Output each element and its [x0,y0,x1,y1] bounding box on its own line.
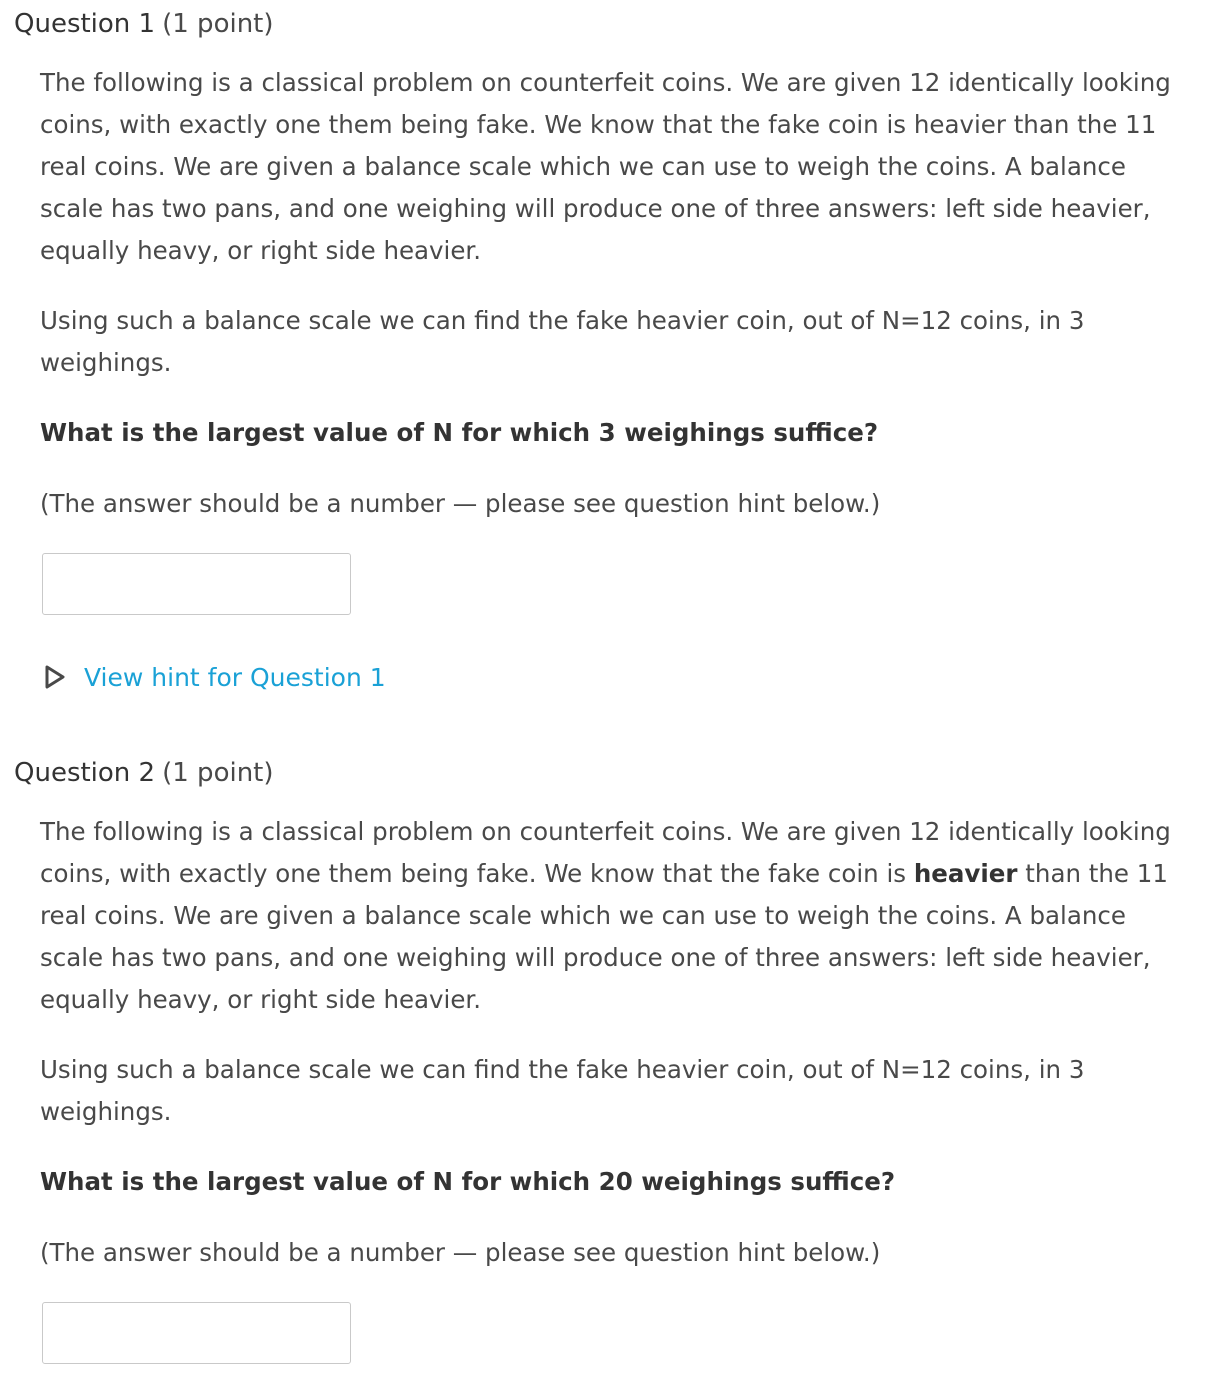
question-2-heading [14,755,274,791]
question-1-title: Question 1 [14,9,156,39]
question-2-points: (1 point) [162,758,274,788]
question-2-intro [40,811,1180,1021]
question-2-intro-bold: heavier [913,859,1018,888]
question-1-using: Using such a balance scale we can find the fake heavier coin, out of N=12 coins, in 3 weighings. [40,306,1085,377]
question-2-intro-text-a: The following is a classical problem on counterfeit coins. We are given 12 identically looking coins, with exactly one them being fake. We know that the fake coin is [40,817,1171,888]
question-1-points: (1 point) [162,9,274,39]
question-1-answer-input[interactable] [42,553,351,615]
question-1-intro-text-a: The following is a classical problem on counterfeit coins. We are given 12 identically looking coins, with exactly one them being fake. We know that the fake coin is [40,68,1171,139]
question-1-note: (The answer should be a number — please see question hint below.) [40,489,881,518]
question-1-intro [40,62,1180,272]
question-1-prompt: What is the largest value of N for which 3 weighings suffice? [40,418,879,447]
triangle-right-icon [40,663,68,691]
question-2-answer-input[interactable] [42,1302,351,1364]
question-2-using: Using such a balance scale we can find the fake heavier coin, out of N=12 coins, in 3 weighings. [40,1055,1085,1126]
question-1-hint-label[interactable]: View hint for Question 1 [84,662,386,692]
question-1-hint-toggle[interactable] [40,657,386,697]
question-1-heading [14,6,274,42]
question-2-note: (The answer should be a number — please see question hint below.) [40,1238,881,1267]
question-2-title: Question 2 [14,758,156,788]
question-1-intro-text-b: heavier than the 11 real coins. We are given a balance scale which we can use to weigh the coins. A balance scale has two pans, and one weighing will produce one of three answers: left side heavier, equally heavy, or right side heavier. [40,110,1157,265]
question-2-prompt: What is the largest value of N for which 20 weighings suffice? [40,1167,896,1196]
question-2-intro-text-b: than the 11 real coins. We are given a balance scale which we can use to weigh the coins. A balance scale has two pans, and one weighing will produce one of three answers: left side heavier, equally heavy, or right side heavier. [40,859,1168,1014]
